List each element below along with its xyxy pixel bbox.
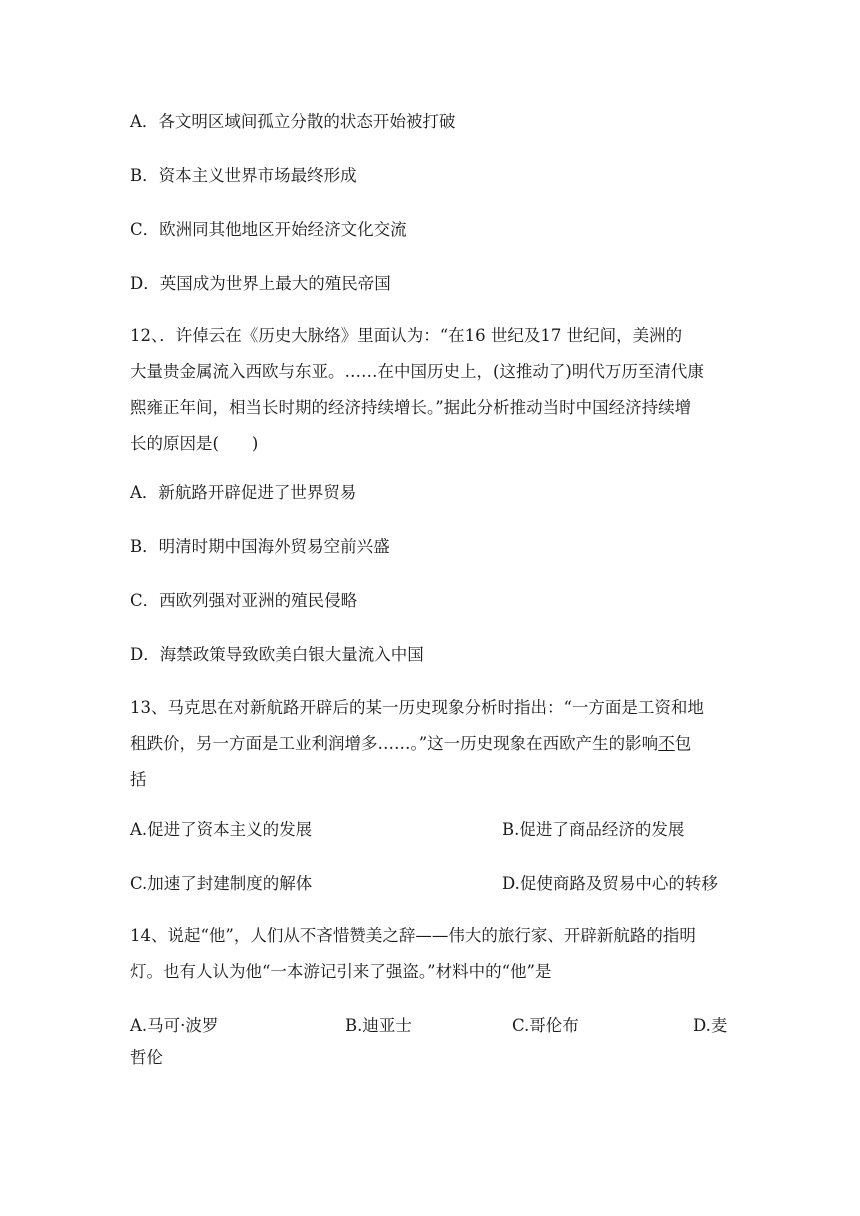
q12-option-c: C．西欧列强对亚洲的殖民侵略: [130, 591, 358, 610]
q14-option-d: D.麦: [693, 1016, 728, 1035]
q14-option-a: A.马可·波罗: [130, 1016, 219, 1035]
q12-stem-line: 大量贵金属流入西欧与东亚。……在中国历史上，(这推动了)明代万历至清代康: [130, 362, 704, 381]
q14-stem: [130, 918, 735, 990]
q12-stem-line: 12、．许倬云在《历史大脉络》里面认为：“在16 世纪及17 世纪间，美洲的: [130, 326, 683, 345]
q13-stem-text: 包: [674, 734, 692, 753]
q12-stem: [130, 318, 735, 462]
q13-stem-line: 括: [130, 770, 147, 789]
q13-option-c: C.加速了封建制度的解体: [130, 874, 313, 893]
q12-option-b: B．明清时期中国海外贸易空前兴盛: [130, 537, 390, 556]
q13-option-d: D.促使商路及贸易中心的转移: [502, 874, 718, 893]
q12-option-d: D．海禁政策导致欧美白银大量流入中国: [130, 645, 424, 664]
q12-stem-line: 熙雍正年间，相当长时期的经济持续增长。”据此分析推动当时中国经济持续增: [130, 398, 692, 417]
q13-stem-text: 租跌价，另一方面是工业利润增多……。”这一历史现象在西欧产生的影响: [130, 734, 659, 753]
q13-stem: [130, 690, 735, 798]
q13-negation-word: 不: [658, 734, 675, 753]
q14-option-b: B.迪亚士: [345, 1016, 412, 1035]
q12-stem-line: 长的原因是( ): [130, 434, 259, 453]
q13-stem-line: 13、马克思在对新航路开辟后的某一历史现象分析时指出：“一方面是工资和地: [130, 698, 704, 717]
q14-option-c: C.哥伦布: [512, 1016, 579, 1035]
q14-stem-line: 14、说起“他”，人们从不吝惜赞美之辞——伟大的旅行家、开辟新航路的指明: [130, 926, 696, 945]
q11-option-b: B．资本主义世界市场最终形成: [130, 166, 357, 185]
q13-option-a: A.促进了资本主义的发展: [130, 820, 313, 839]
q11-option-a: A．各文明区域间孤立分散的状态开始被打破: [130, 112, 456, 131]
q14-option-d-continued: 哲伦: [130, 1048, 163, 1067]
q12-option-a: A．新航路开辟促进了世界贸易: [130, 483, 357, 502]
q11-option-c: C．欧洲同其他地区开始经济文化交流: [130, 220, 407, 239]
q11-option-d: D．英国成为世界上最大的殖民帝国: [130, 274, 391, 293]
q13-stem-line: [130, 726, 735, 762]
q14-stem-line: 灯。也有人认为他“一本游记引来了强盗。”材料中的“他”是: [130, 962, 552, 981]
q13-option-b: B.促进了商品经济的发展: [502, 820, 685, 839]
